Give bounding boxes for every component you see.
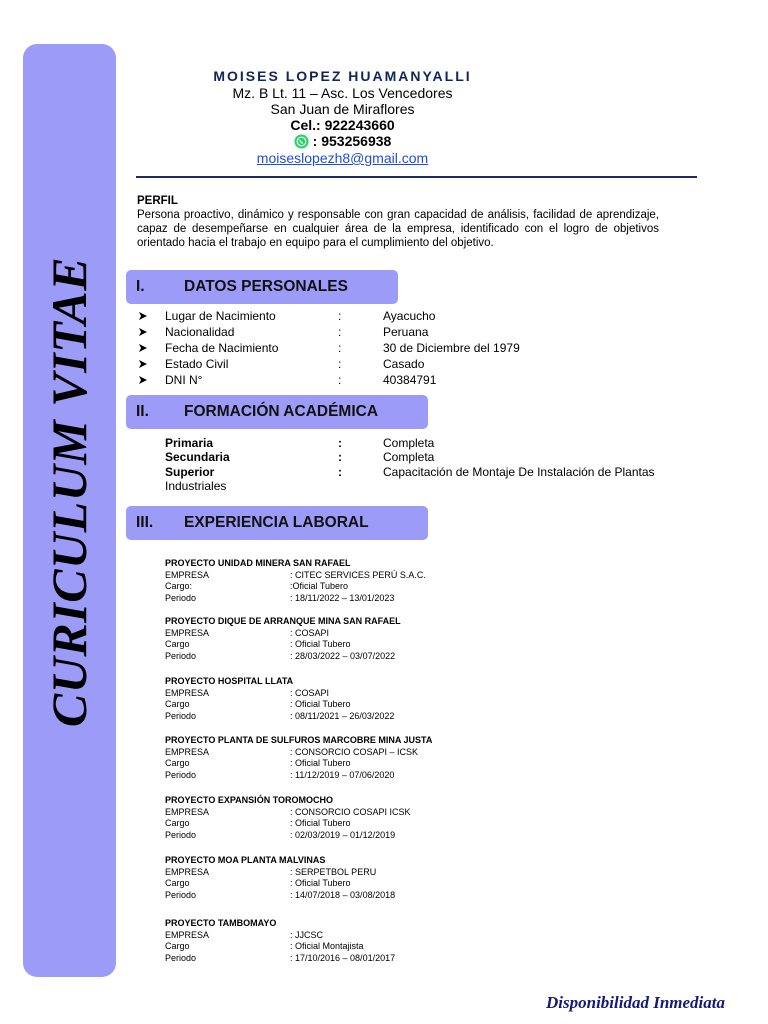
project-position-label: Cargo [165,941,190,951]
arrow-bullet-icon [138,358,148,373]
project-company-row [165,867,525,879]
availability-note: Disponibilidad Inmediata [546,993,725,1012]
project-company-value: : COSAPI [290,687,330,698]
project-entry [165,558,525,604]
project-period-label: Periodo [165,952,197,963]
project-period-value: : 14/07/2018 – 03/08/2018 [290,889,396,900]
project-period-row [165,651,525,663]
candidate-name: MOISES LOPEZ HUAMANYALLI [213,68,472,84]
project-position-value: : Oficial Tubero [290,699,351,709]
project-period-row [165,593,525,605]
datos-value: 30 de Diciembre del 1979 [383,341,520,355]
project-position-label: Cargo [165,878,190,888]
project-entry [165,918,525,964]
whatsapp-number: : 953256938 [312,133,392,149]
edu-colon: : [338,465,342,479]
project-position-label: Cargo [165,699,190,709]
project-position-row [165,758,525,770]
arrow-bullet-icon [138,310,148,325]
edu-label: Primaria [165,436,214,450]
project-period-value: : 11/12/2019 – 07/06/2020 [290,769,395,780]
project-position-label: Cargo [165,639,190,649]
arrow-bullet-icon [138,374,148,389]
datos-label: DNI N° [165,373,203,387]
project-entry [165,855,525,901]
project-period-row [165,711,525,723]
project-company-row [165,807,525,819]
datos-value: Ayacucho [383,309,436,323]
project-position-label: Cargo [165,818,190,828]
datos-colon: : [338,373,342,387]
section-title: EXPERIENCIA LABORAL [184,514,369,531]
project-period-value: : 08/11/2021 – 26/03/2022 [290,710,395,721]
datos-colon: : [338,325,342,339]
project-position-row [165,699,525,711]
project-position-value: : Oficial Tubero [290,639,351,649]
section-title: DATOS PERSONALES [184,278,348,295]
project-period-label: Periodo [165,769,197,780]
edu-colon: : [338,450,342,464]
project-period-row [165,770,525,782]
section-datos-personales [126,270,398,304]
project-title: PROYECTO EXPANSIÓN TOROMOCHO [165,795,334,805]
email-link[interactable]: moiseslopezh8@gmail.com [256,150,429,166]
project-company-label: EMPRESA [165,806,210,817]
project-company-label: EMPRESA [165,866,210,877]
project-entry [165,616,525,662]
whatsapp-row [150,133,535,149]
section-title: FORMACIÓN ACADÉMICA [184,403,379,420]
project-entry [165,735,525,781]
profile-title: PERFIL [137,195,178,207]
header-divider [136,176,697,178]
project-period-label: Periodo [165,889,197,900]
project-company-row [165,747,525,759]
project-company-row [165,628,525,640]
edu-value: Completa [383,450,435,464]
project-company-value: : CONSORCIO COSAPI ICSK [290,806,411,817]
project-company-row [165,930,525,942]
project-company-value: : SERPETBOL PERU [290,866,377,877]
project-period-row [165,830,525,842]
section-formacion-academica [126,395,428,429]
arrow-bullet-icon [138,326,148,341]
project-company-row [165,688,525,700]
project-title: PROYECTO PLANTA DE SULFUROS MARCOBRE MINA JUSTA [165,735,433,745]
project-company-value: : CONSORCIO COSAPI – ICSK [290,746,419,757]
project-period-row [165,890,525,902]
datos-value: Casado [383,357,425,371]
project-position-value: :Oficial Tubero [290,581,349,591]
project-period-value: : 28/03/2022 – 03/07/2022 [290,650,396,661]
edu-value: Capacitación de Montaje De Instalación de Plantas [383,465,655,479]
project-company-value: : CITEC SERVICES PERÚ S.A.C. [290,569,426,580]
address-line-2: San Juan de Miraflores [270,101,415,117]
cell-phone: Cel.: 922243660 [290,117,395,133]
project-title: PROYECTO UNIDAD MINERA SAN RAFAEL [165,558,351,568]
project-period-label: Periodo [165,710,197,721]
project-company-label: EMPRESA [165,929,210,940]
section-number: I. [136,278,145,295]
profile-section [137,195,659,250]
arrow-bullet-icon [138,342,148,357]
project-position-row [165,941,525,953]
project-position-row [165,878,525,890]
datos-value: 40384791 [383,373,437,387]
section-number: III. [136,514,154,531]
datos-value: Peruana [383,325,429,339]
project-title: PROYECTO TAMBOMAYO [165,918,277,928]
project-title: PROYECTO MOA PLANTA MALVINAS [165,855,326,865]
project-company-label: EMPRESA [165,687,210,698]
datos-label: Nacionalidad [165,325,235,339]
datos-colon: : [338,341,342,355]
project-position-label: Cargo: [165,581,193,591]
project-period-row [165,953,525,965]
project-company-value: : JJCSC [290,929,324,940]
project-position-row [165,581,525,593]
project-title: PROYECTO DIQUE DE ARRANQUE MINA SAN RAFAEL [165,616,401,626]
edu-value: Completa [383,436,435,450]
project-position-label: Cargo [165,758,190,768]
header [150,68,535,168]
datos-label: Estado Civil [165,357,229,371]
edu-label: Secundaria [165,450,230,464]
sidebar-title: CURICULUM VITAE [41,256,97,728]
project-company-label: EMPRESA [165,627,210,638]
section-experiencia-laboral [126,506,428,540]
project-period-value: : 18/11/2022 – 13/01/2023 [290,592,395,603]
datos-label: Fecha de Nacimiento [165,341,279,355]
project-position-value: : Oficial Montajista [290,941,364,951]
project-period-label: Periodo [165,829,197,840]
project-period-value: : 17/10/2016 – 08/01/2017 [290,952,396,963]
datos-colon: : [338,357,342,371]
project-position-value: : Oficial Tubero [290,878,351,888]
project-position-row [165,639,525,651]
project-period-value: : 02/03/2019 – 01/12/2019 [290,829,396,840]
project-position-value: : Oficial Tubero [290,818,351,828]
datos-colon: : [338,309,342,323]
project-company-value: : COSAPI [290,627,330,638]
edu-label: Superior [165,465,215,479]
project-entry [165,795,525,841]
project-title: PROYECTO HOSPITAL LLATA [165,676,294,686]
edu-value-continuation: Industriales [165,479,227,493]
project-entry [165,676,525,722]
project-period-label: Periodo [165,592,197,603]
project-company-label: EMPRESA [165,569,210,580]
project-position-value: : Oficial Tubero [290,758,351,768]
address-line-1: Mz. B Lt. 11 – Asc. Los Vencedores [232,85,453,101]
section-number: II. [136,403,149,420]
project-position-row [165,818,525,830]
whatsapp-icon [294,134,309,149]
edu-colon: : [338,436,342,450]
profile-text: Persona proactivo, dinámico y responsable con gran capacidad de análisis, facilidad de aprendizaje, capaz de desempeñarse en cualquier área de la empresa, identificado con el logro de objetivos orientado hacia el trabajo en equipo para el cumplimiento del objetivo. [137,209,659,249]
project-company-label: EMPRESA [165,746,210,757]
project-company-row [165,570,525,582]
project-period-label: Periodo [165,650,197,661]
datos-label: Lugar de Nacimiento [165,309,276,323]
